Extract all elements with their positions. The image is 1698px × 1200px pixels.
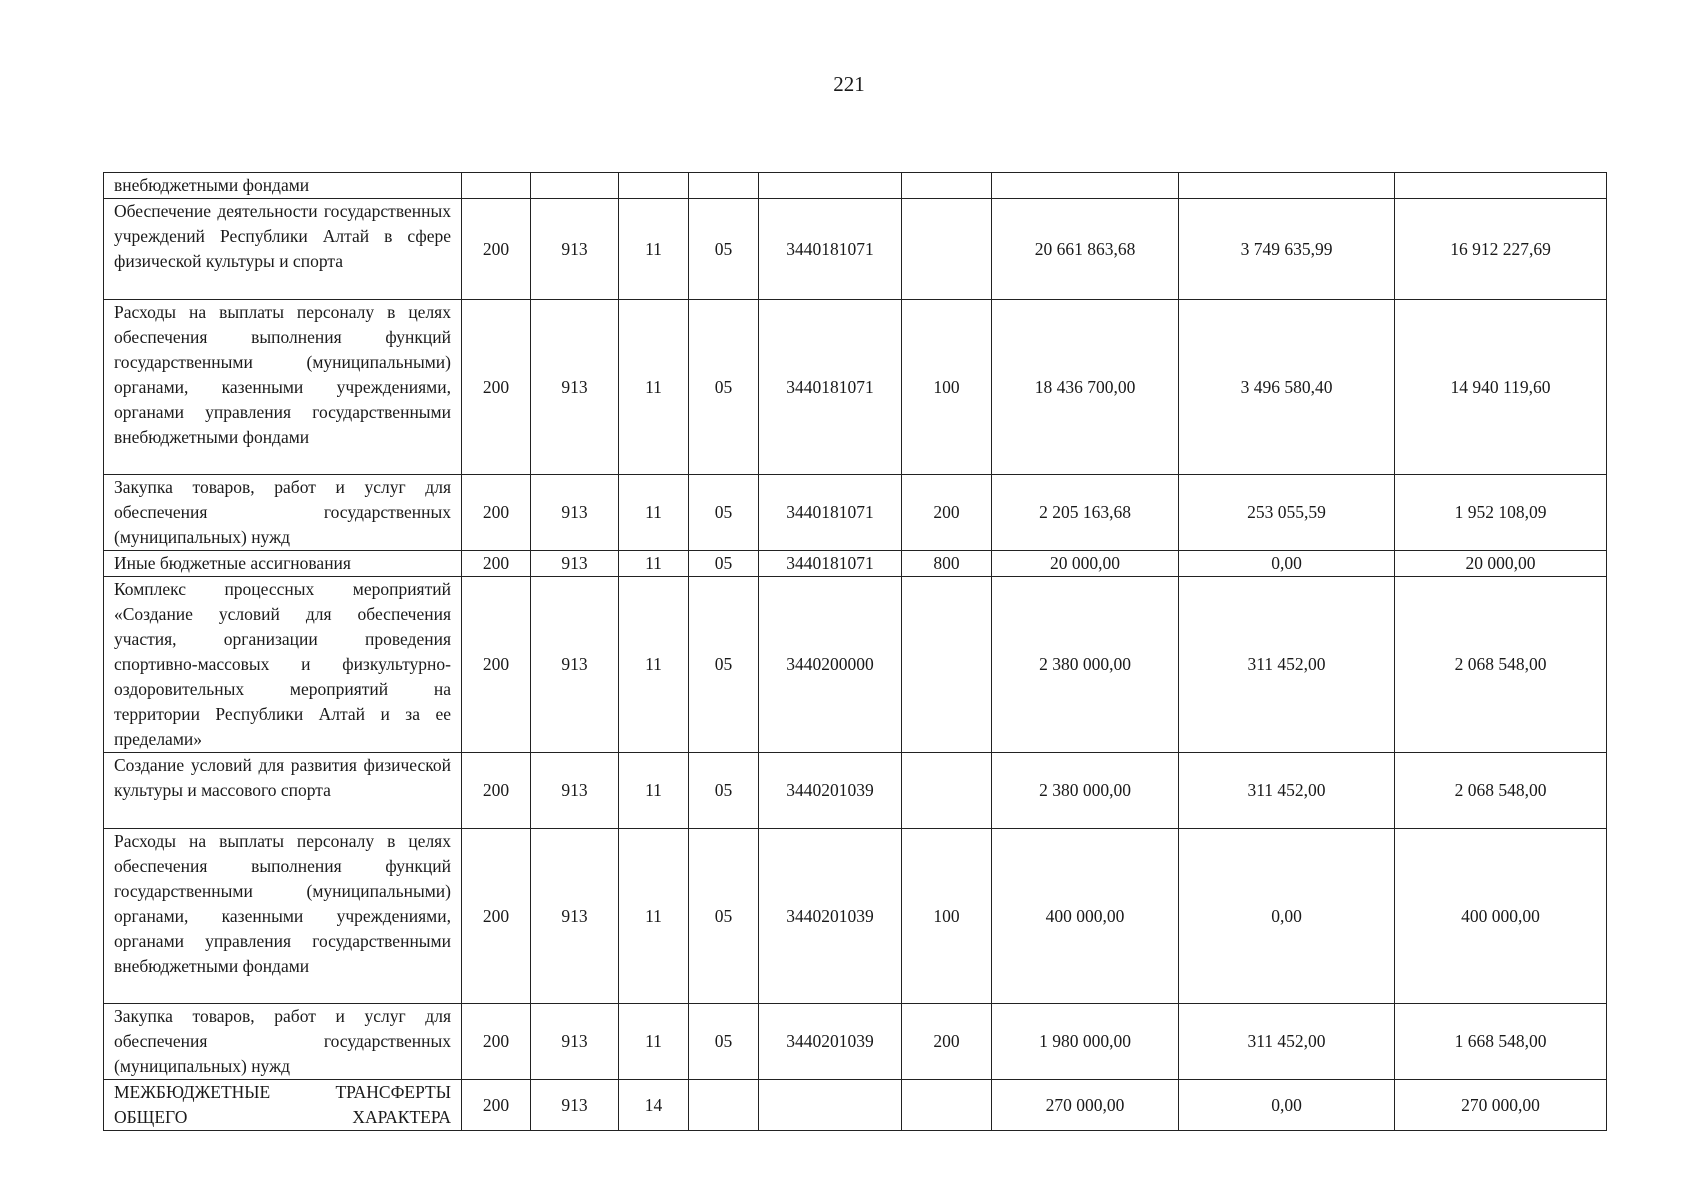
subsection-cell [689,173,759,199]
executed-amount-cell [1179,173,1395,199]
ministry-code-cell: 913 [531,551,619,577]
code-cell: 200 [462,199,531,300]
ministry-code-cell [531,173,619,199]
table-row [104,551,1607,577]
code-cell: 200 [462,475,531,551]
approved-amount-cell: 400 000,00 [992,829,1179,1004]
row-name-cell: Обеспечение деятельности государственных учреждений Республики Алтай в сфере физической культуры и спорта [104,199,462,300]
subsection-cell: 05 [689,199,759,300]
ministry-code-cell: 913 [531,829,619,1004]
executed-amount-cell: 311 452,00 [1179,577,1395,753]
section-cell: 11 [619,1004,689,1080]
approved-amount-cell: 2 205 163,68 [992,475,1179,551]
code-cell: 200 [462,753,531,829]
row-name-cell: Создание условий для развития физической культуры и массового спорта [104,753,462,829]
approved-amount-cell: 2 380 000,00 [992,753,1179,829]
target-article-cell: 3440201039 [759,1004,902,1080]
ministry-code-cell: 913 [531,475,619,551]
remaining-amount-cell [1395,173,1607,199]
ministry-code-cell: 913 [531,753,619,829]
approved-amount-cell: 18 436 700,00 [992,300,1179,475]
row-name-cell: Иные бюджетные ассигнования [104,551,462,577]
section-cell: 11 [619,753,689,829]
table-row [104,475,1607,551]
expense-type-cell: 200 [902,475,992,551]
code-cell: 200 [462,577,531,753]
row-name-cell: МЕЖБЮДЖЕТНЫЕ ТРАНСФЕРТЫ ОБЩЕГО ХАРАКТЕРА [104,1080,462,1131]
target-article-cell: 3440181071 [759,475,902,551]
table-row [104,829,1607,1004]
approved-amount-cell: 20 000,00 [992,551,1179,577]
expense-type-cell: 800 [902,551,992,577]
executed-amount-cell: 311 452,00 [1179,753,1395,829]
table-row [104,300,1607,475]
code-cell: 200 [462,1080,531,1131]
remaining-amount-cell: 16 912 227,69 [1395,199,1607,300]
table-row [104,577,1607,753]
executed-amount-cell: 253 055,59 [1179,475,1395,551]
section-cell: 11 [619,199,689,300]
target-article-cell: 3440201039 [759,829,902,1004]
target-article-cell: 3440200000 [759,577,902,753]
section-cell [619,173,689,199]
target-article-cell: 3440181071 [759,300,902,475]
subsection-cell: 05 [689,551,759,577]
target-article-cell [759,173,902,199]
section-cell: 11 [619,577,689,753]
executed-amount-cell: 0,00 [1179,1080,1395,1131]
expense-type-cell [902,173,992,199]
row-name-cell: Комплекс процессных мероприятий «Создание условий для обеспечения участия, организации проведения спортивно-массовых и физкультурно-оздоровительных мероприятий на территории Республики Алтай и за ее пределами» [104,577,462,753]
expense-type-cell: 100 [902,829,992,1004]
row-name-cell: Закупка товаров, работ и услуг для обеспечения государственных (муниципальных) нужд [104,1004,462,1080]
expense-type-cell: 100 [902,300,992,475]
remaining-amount-cell: 270 000,00 [1395,1080,1607,1131]
table-row [104,1004,1607,1080]
remaining-amount-cell: 400 000,00 [1395,829,1607,1004]
subsection-cell: 05 [689,475,759,551]
approved-amount-cell [992,173,1179,199]
subsection-cell: 05 [689,1004,759,1080]
section-cell: 11 [619,475,689,551]
subsection-cell: 05 [689,300,759,475]
executed-amount-cell: 3 496 580,40 [1179,300,1395,475]
approved-amount-cell: 20 661 863,68 [992,199,1179,300]
target-article-cell: 3440181071 [759,551,902,577]
remaining-amount-cell: 2 068 548,00 [1395,577,1607,753]
approved-amount-cell: 1 980 000,00 [992,1004,1179,1080]
executed-amount-cell: 3 749 635,99 [1179,199,1395,300]
page-number: 221 [833,72,865,96]
remaining-amount-cell: 1 952 108,09 [1395,475,1607,551]
code-cell: 200 [462,551,531,577]
ministry-code-cell: 913 [531,300,619,475]
expense-type-cell [902,1080,992,1131]
table-row [104,753,1607,829]
ministry-code-cell: 913 [531,577,619,753]
code-cell: 200 [462,829,531,1004]
section-cell: 11 [619,300,689,475]
expense-type-cell: 200 [902,1004,992,1080]
table-body [104,173,1607,1131]
section-cell: 14 [619,1080,689,1131]
subsection-cell: 05 [689,577,759,753]
code-cell [462,173,531,199]
ministry-code-cell: 913 [531,199,619,300]
row-name-cell: Расходы на выплаты персоналу в целях обеспечения выполнения функций государственными (муниципальными) органами, казенными учреждениями, органами управления государственными внебюджетными фондами [104,300,462,475]
code-cell: 200 [462,300,531,475]
code-cell: 200 [462,1004,531,1080]
remaining-amount-cell: 2 068 548,00 [1395,753,1607,829]
section-cell: 11 [619,829,689,1004]
expense-type-cell [902,199,992,300]
remaining-amount-cell: 14 940 119,60 [1395,300,1607,475]
subsection-cell [689,1080,759,1131]
remaining-amount-cell: 1 668 548,00 [1395,1004,1607,1080]
table-row [104,1080,1607,1131]
expense-type-cell [902,753,992,829]
row-name-cell: внебюджетными фондами [104,173,462,199]
row-name-cell: Расходы на выплаты персоналу в целях обеспечения выполнения функций государственными (муниципальными) органами, казенными учреждениями, органами управления государственными внебюджетными фондами [104,829,462,1004]
subsection-cell: 05 [689,753,759,829]
table-row [104,199,1607,300]
executed-amount-cell: 311 452,00 [1179,1004,1395,1080]
row-name-cell: Закупка товаров, работ и услуг для обеспечения государственных (муниципальных) нужд [104,475,462,551]
target-article-cell: 3440181071 [759,199,902,300]
executed-amount-cell: 0,00 [1179,551,1395,577]
remaining-amount-cell: 20 000,00 [1395,551,1607,577]
ministry-code-cell: 913 [531,1004,619,1080]
expense-type-cell [902,577,992,753]
budget-table [103,172,1607,1131]
approved-amount-cell: 2 380 000,00 [992,577,1179,753]
approved-amount-cell: 270 000,00 [992,1080,1179,1131]
executed-amount-cell: 0,00 [1179,829,1395,1004]
target-article-cell [759,1080,902,1131]
ministry-code-cell: 913 [531,1080,619,1131]
subsection-cell: 05 [689,829,759,1004]
section-cell: 11 [619,551,689,577]
table-row [104,173,1607,199]
target-article-cell: 3440201039 [759,753,902,829]
